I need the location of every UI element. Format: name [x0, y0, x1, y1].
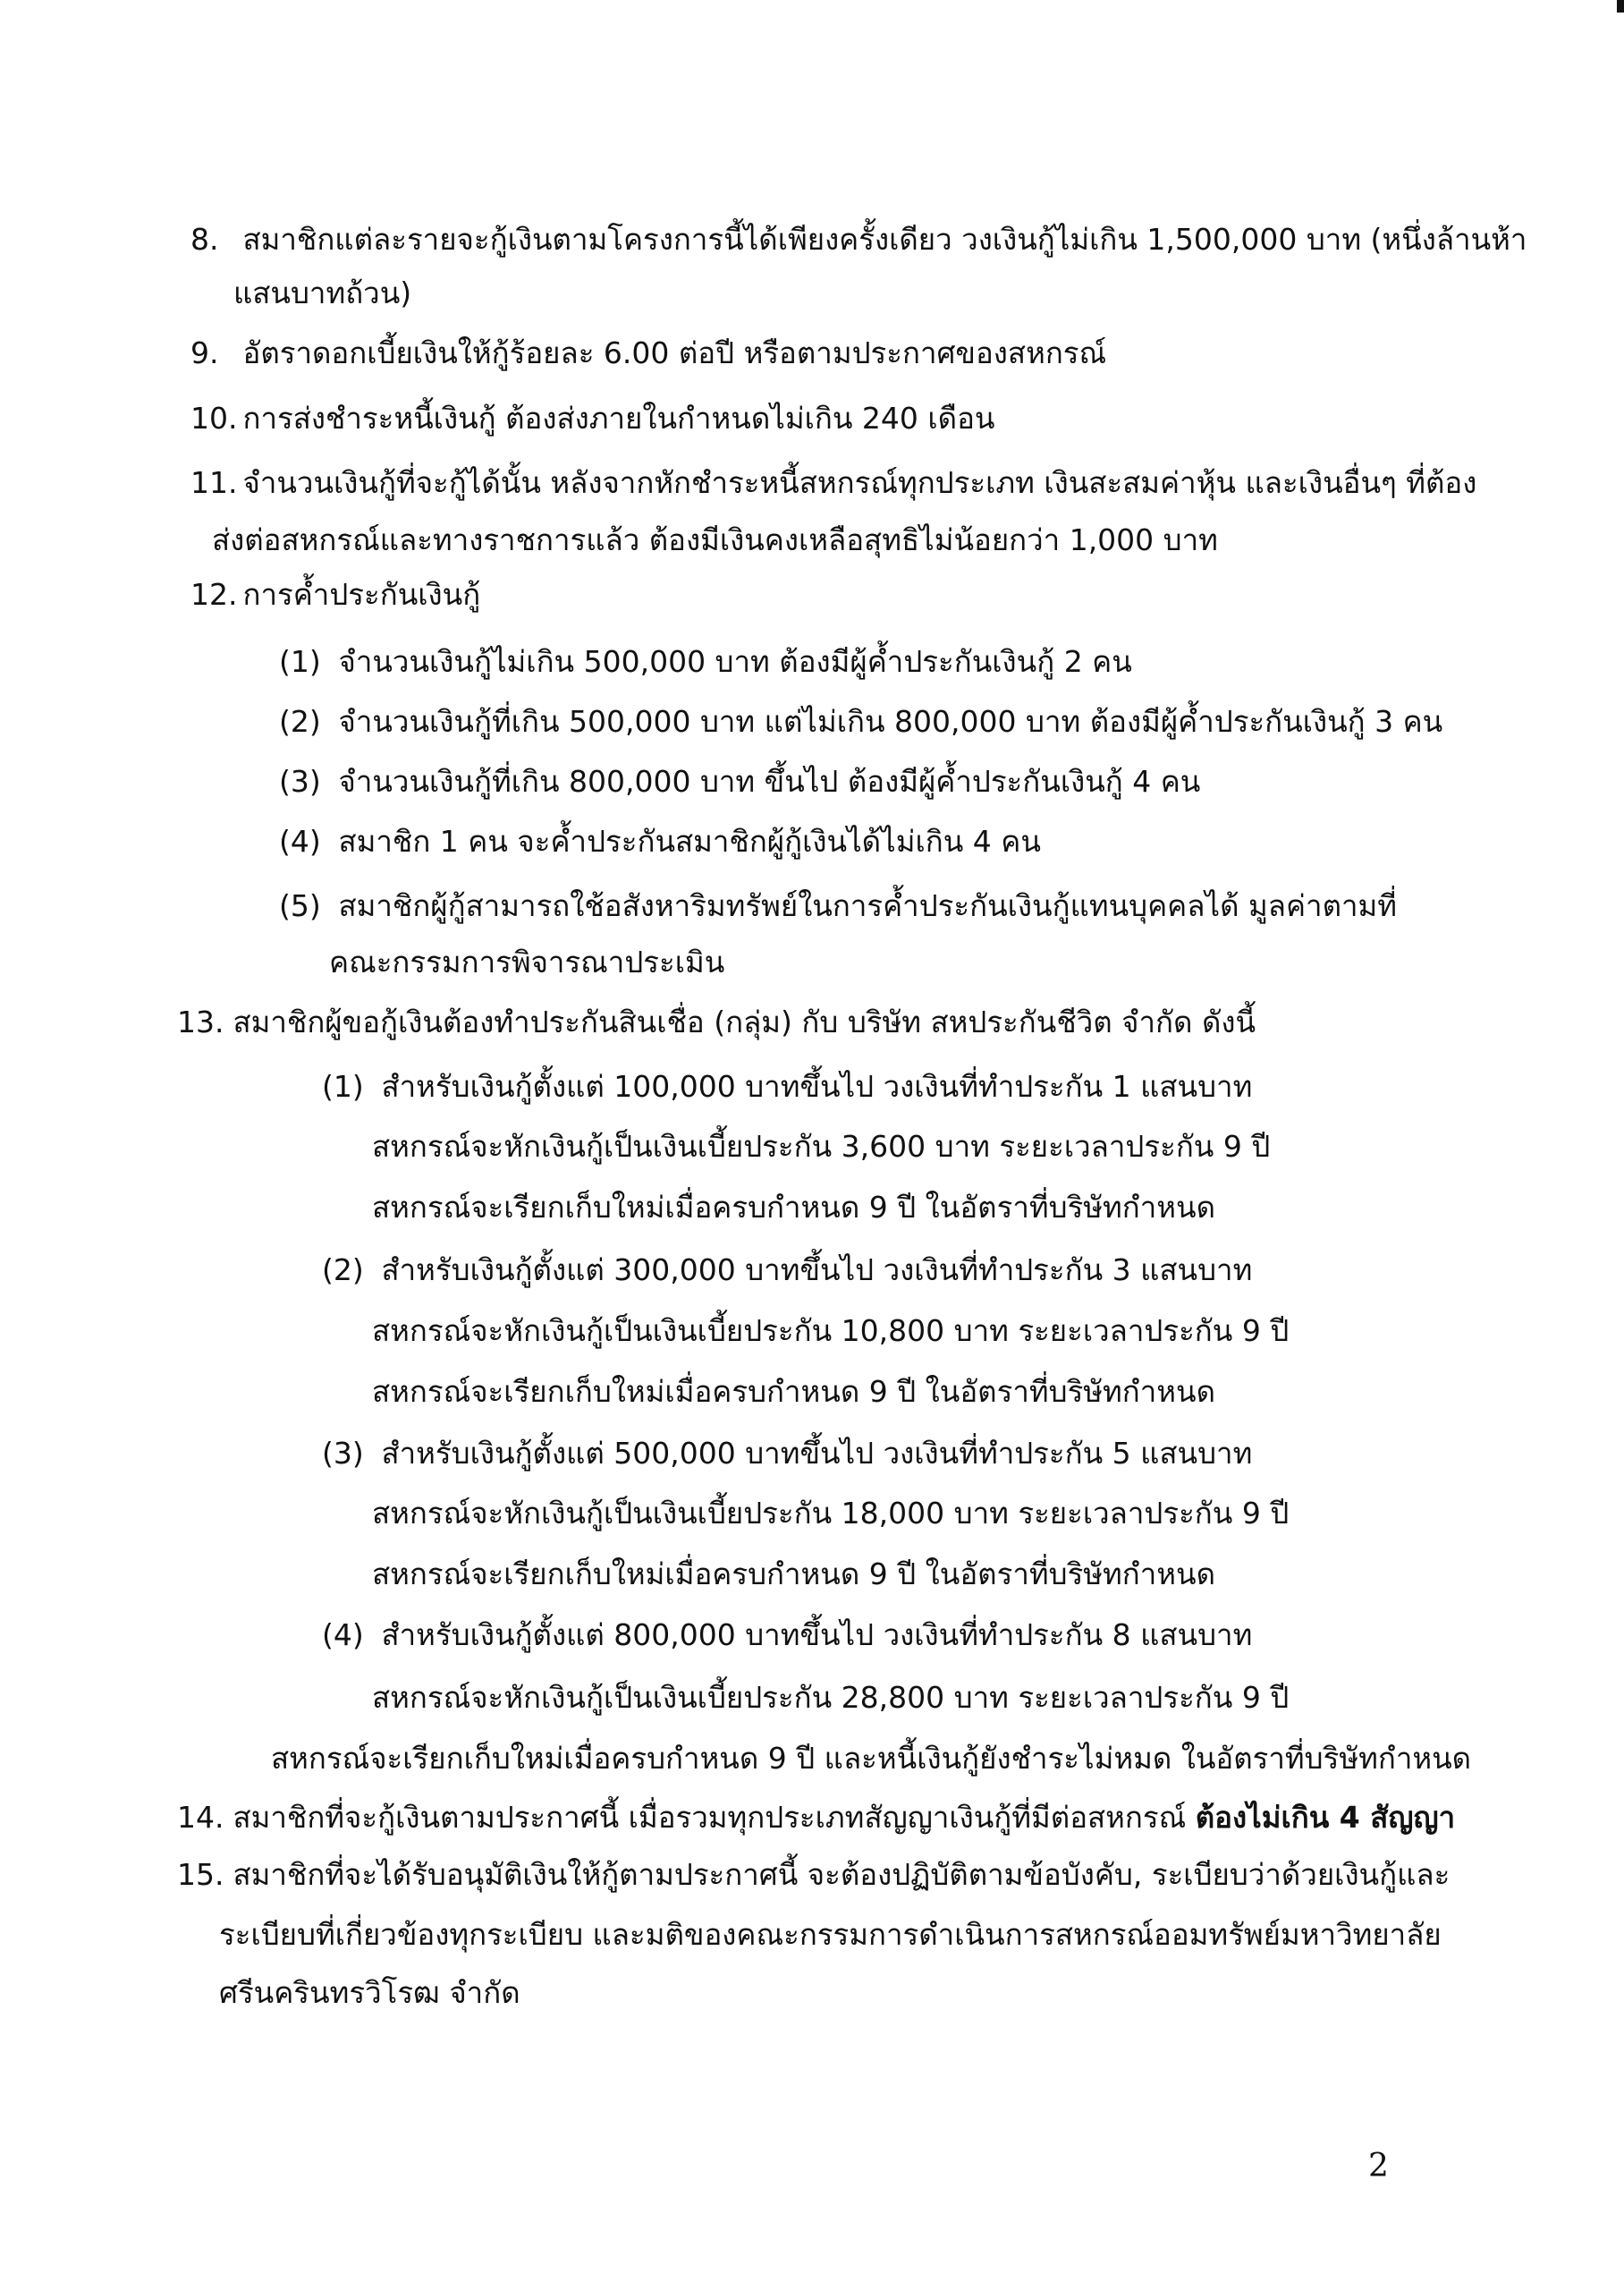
- subitem-number: (1): [322, 1069, 364, 1104]
- page-number: 2: [1368, 2148, 1389, 2184]
- item-15-line-2: [219, 1915, 1442, 1955]
- subitem-number: (3): [322, 1436, 364, 1471]
- subitem-text: สหกรณ์จะหักเงินกู้เป็นเงินเบี้ยประกัน 18,000 บาท ระยะเวลาประกัน 9 ปี: [372, 1496, 1290, 1531]
- item-number: 13.: [177, 1005, 224, 1039]
- subitem-text: สหกรณ์จะหักเงินกู้เป็นเงินเบี้ยประกัน 10,800 บาท ระยะเวลาประกัน 9 ปี: [372, 1313, 1290, 1348]
- subitem-text: สำหรับเงินกู้ตั้งแต่ 800,000 บาทขึ้นไป วงเงินที่ทำประกัน 8 แสนบาท: [381, 1617, 1253, 1652]
- item-12-sub-3: [279, 762, 1200, 802]
- item-13-sub-1-line-3: [372, 1188, 1215, 1227]
- item-13-sub-4-line-3: [271, 1739, 1471, 1778]
- subitem-text: จำนวนเงินกู้ที่เกิน 500,000 บาท แต่ไม่เกิน 800,000 บาท ต้องมีผู้ค้ำประกันเงินกู้ 3 คน: [338, 704, 1443, 739]
- item-13-sub-2-line-2: [372, 1311, 1289, 1351]
- item-13-sub-1-line-2: [372, 1127, 1270, 1166]
- item-12-sub-2: [279, 702, 1442, 742]
- subitem-number: (1): [279, 644, 321, 679]
- subitem-number: (2): [322, 1252, 364, 1287]
- item-text: อัตราดอกเบี้ยเงินให้กู้ร้อยละ 6.00 ต่อปี หรือตามประกาศของสหกรณ์: [242, 335, 1107, 370]
- item-14-line-1: [177, 1798, 1455, 1837]
- subitem-text: สหกรณ์จะเรียกเก็บใหม่เมื่อครบกำหนด 9 ปี ในอัตราที่บริษัทกำหนด: [372, 1374, 1216, 1409]
- subitem-text: สำหรับเงินกู้ตั้งแต่ 300,000 บาทขึ้นไป วงเงินที่ทำประกัน 3 แสนบาท: [381, 1252, 1253, 1287]
- item-9-line-1: [190, 334, 1106, 373]
- subitem-text: จำนวนเงินกู้ไม่เกิน 500,000 บาท ต้องมีผู้ค้ำประกันเงินกู้ 2 คน: [338, 644, 1132, 679]
- item-text: สมาชิกผู้ขอกู้เงินต้องทำประกันสินเชื่อ (กลุ่ม) กับ บริษัท สหประกันชีวิต จำกัด ดังนี้: [233, 1005, 1256, 1039]
- item-text: แสนบาทถ้วน): [233, 276, 412, 310]
- item-15-line-3: [219, 1973, 520, 2013]
- subitem-number: (5): [279, 888, 321, 923]
- subitem-text: สหกรณ์จะหักเงินกู้เป็นเงินเบี้ยประกัน 3,600 บาท ระยะเวลาประกัน 9 ปี: [372, 1129, 1271, 1164]
- item-text: ส่งต่อสหกรณ์และทางราชการแล้ว ต้องมีเงินคงเหลือสุทธิไม่น้อยกว่า 1,000 บาท: [212, 522, 1218, 557]
- item-13-sub-4-line-1: [322, 1616, 1252, 1655]
- subitem-text: สมาชิก 1 คน จะค้ำประกันสมาชิกผู้กู้เงินได้ไม่เกิน 4 คน: [338, 824, 1041, 859]
- item-13-sub-3-line-3: [372, 1555, 1215, 1594]
- item-number: 9.: [190, 335, 219, 370]
- item-text: สมาชิกแต่ละรายจะกู้เงินตามโครงการนี้ได้เพียงครั้งเดียว วงเงินกู้ไม่เกิน 1,500,000 บาท (หนึ่งล้านห้า: [242, 222, 1527, 257]
- item-number: 10.: [190, 401, 238, 436]
- item-text: ระเบียบที่เกี่ยวข้องทุกระเบียบ และมติของคณะกรรมการดำเนินการสหกรณ์ออมทรัพย์มหาวิทยาลัย: [219, 1917, 1442, 1952]
- item-12-sub-4: [279, 822, 1041, 861]
- subitem-text: สมาชิกผู้กู้สามารถใช้อสังหาริมทรัพย์ในการค้ำประกันเงินกู้แทนบุคคลได้ มูลค่าตามที่: [338, 888, 1398, 923]
- item-13-sub-1-line-1: [322, 1067, 1252, 1107]
- subitem-text: สำหรับเงินกู้ตั้งแต่ 100,000 บาทขึ้นไป วงเงินที่ทำประกัน 1 แสนบาท: [381, 1069, 1253, 1104]
- item-13-sub-4-line-2: [372, 1678, 1289, 1718]
- item-number: 14.: [177, 1800, 224, 1835]
- item-8-line-2: [233, 274, 411, 313]
- item-text: การค้ำประกันเงินกู้: [242, 577, 481, 612]
- item-13-line-1: [177, 1003, 1256, 1042]
- item-11-line-1: [190, 463, 1476, 503]
- subitem-number: (4): [279, 824, 321, 859]
- item-12-sub-1: [279, 642, 1132, 682]
- subitem-text: สหกรณ์จะเรียกเก็บใหม่เมื่อครบกำหนด 9 ปี และหนี้เงินกู้ยังชำระไม่หมด ในอัตราที่บริษัทกำหนด: [271, 1741, 1472, 1776]
- item-text-bold: ต้องไม่เกิน 4 สัญญา: [1195, 1800, 1456, 1835]
- item-number: 15.: [177, 1857, 224, 1892]
- item-13-sub-2-line-3: [372, 1372, 1215, 1412]
- item-8-line-1: [190, 220, 1527, 259]
- item-text: การส่งชำระหนี้เงินกู้ ต้องส่งภายในกำหนดไม่เกิน 240 เดือน: [242, 401, 995, 436]
- subitem-text: คณะกรรมการพิจารณาประเมิน: [329, 945, 725, 980]
- item-text: จำนวนเงินกู้ที่จะกู้ได้นั้น หลังจากหักชำระหนี้สหกรณ์ทุกประเภท เงินสะสมค่าหุ้น และเงินอื่นๆ ที่ต้อง: [242, 465, 1477, 500]
- item-number: 11.: [190, 465, 238, 500]
- item-text: ศรีนครินทรวิโรฒ จำกัด: [219, 1975, 520, 2010]
- subitem-number: (4): [322, 1617, 364, 1652]
- item-number: 8.: [190, 222, 219, 257]
- scan-edge-mark: [1617, 0, 1624, 13]
- item-number: 12.: [190, 577, 238, 612]
- item-12-sub-5-line-1: [279, 886, 1397, 926]
- subitem-number: (3): [279, 764, 321, 799]
- subitem-number: (2): [279, 704, 321, 739]
- item-13-sub-2-line-1: [322, 1251, 1252, 1290]
- item-text: สมาชิกที่จะกู้เงินตามประกาศนี้ เมื่อรวมทุกประเภทสัญญาเงินกู้ที่มีต่อสหกรณ์: [233, 1800, 1196, 1835]
- item-12-sub-5-line-2: [329, 943, 724, 982]
- subitem-text: สหกรณ์จะเรียกเก็บใหม่เมื่อครบกำหนด 9 ปี ในอัตราที่บริษัทกำหนด: [372, 1190, 1216, 1225]
- item-13-sub-3-line-1: [322, 1434, 1252, 1473]
- item-10-line-1: [190, 399, 994, 438]
- item-11-line-2: [212, 521, 1218, 560]
- subitem-text: สหกรณ์จะหักเงินกู้เป็นเงินเบี้ยประกัน 28,800 บาท ระยะเวลาประกัน 9 ปี: [372, 1680, 1290, 1715]
- subitem-text: สหกรณ์จะเรียกเก็บใหม่เมื่อครบกำหนด 9 ปี ในอัตราที่บริษัทกำหนด: [372, 1556, 1216, 1591]
- item-13-sub-3-line-2: [372, 1494, 1289, 1533]
- subitem-text: จำนวนเงินกู้ที่เกิน 800,000 บาท ขึ้นไป ต้องมีผู้ค้ำประกันเงินกู้ 4 คน: [338, 764, 1201, 799]
- item-text: สมาชิกที่จะได้รับอนุมัติเงินให้กู้ตามประกาศนี้ จะต้องปฏิบัติตามข้อบังคับ, ระเบียบว่าด้วยเงินกู้และ: [233, 1857, 1451, 1892]
- item-15-line-1: [177, 1855, 1450, 1895]
- subitem-text: สำหรับเงินกู้ตั้งแต่ 500,000 บาทขึ้นไป วงเงินที่ทำประกัน 5 แสนบาท: [381, 1436, 1253, 1471]
- item-12-line-1: [190, 575, 480, 615]
